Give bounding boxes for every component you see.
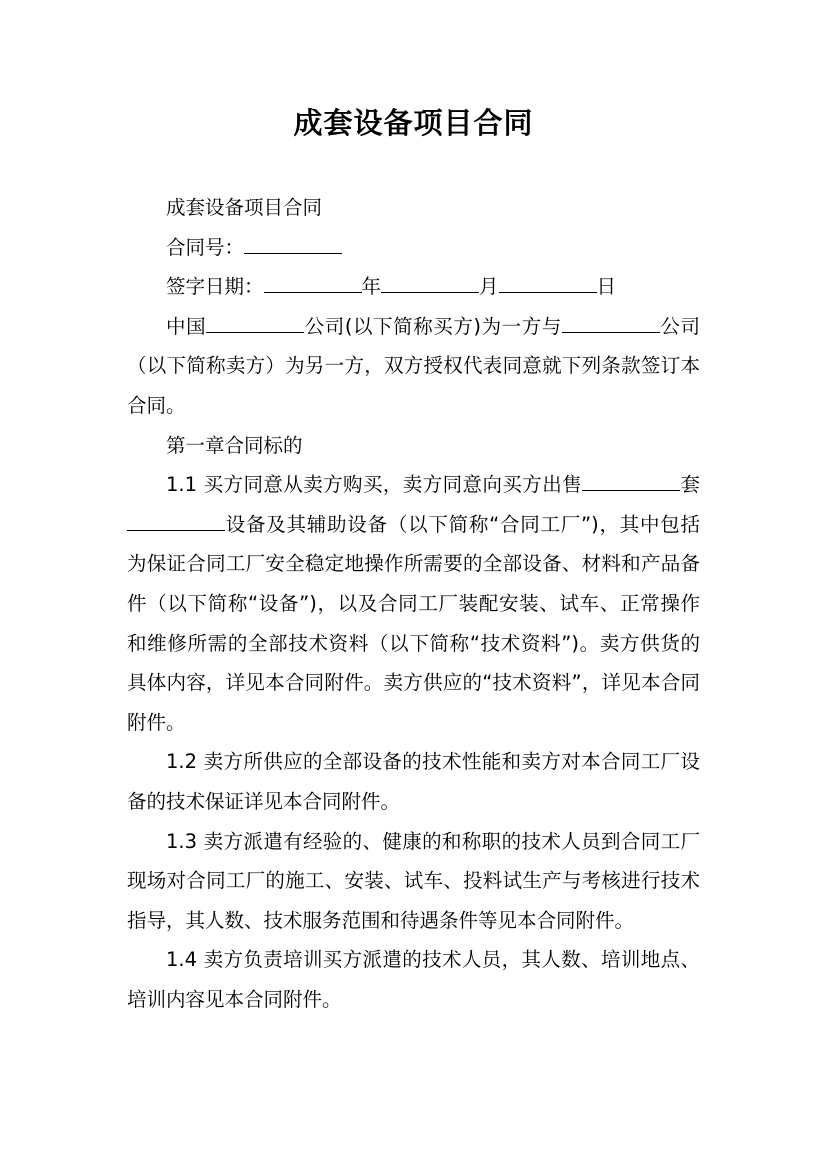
chapter-heading-text: 第一章合同标的 — [166, 433, 303, 457]
parties-text-2: 公司(以下简称买方)为一方与 — [304, 314, 562, 338]
seller-company-blank — [562, 310, 660, 332]
month-blank — [381, 271, 479, 293]
chapter-heading — [127, 426, 700, 466]
clause-1-4-text: 1.4 卖方负责培训买方派遣的技术人员，其人数、培训地点、培训内容见本合同附件。 — [127, 948, 700, 1011]
equipment-name-blank — [127, 508, 225, 530]
subtitle-text: 成套设备项目合同 — [166, 196, 323, 219]
document-subtitle — [127, 188, 700, 228]
clause-1-1-text-1: 1.1 买方同意从卖方购买，卖方同意向买方出售 — [166, 473, 583, 497]
clause-1-2 — [127, 742, 700, 821]
document-title: 成套设备项目合同 — [293, 106, 534, 140]
year-label: 年 — [361, 275, 382, 299]
sign-date-label: 签字日期： — [166, 275, 264, 299]
document-body — [127, 188, 700, 1019]
year-blank — [264, 271, 362, 293]
month-label: 月 — [479, 275, 499, 299]
clause-1-3-text: 1.3 卖方派遣有经验的、健康的和称职的技术人员到合同工厂现场对合同工厂的施工、安装、试车、投料试生产与考核进行技术指导，其人数、技术服务范围和待遇条件等见本合同附件。 — [127, 829, 700, 932]
clause-1-1-text-3: 设备及其辅助设备（以下简称“合同工厂”)，其中包括为保证合同工厂安全稳定地操作所需要的全部设备、材料和产品备件（以下简称“设备”)，以及合同工厂装配安装、试车、正常操作和维修所需的全部技术资料（以下简称“技术资料”)。卖方供货的具体内容，详见本合同附件。卖方供应的“技术资料”，详见本合同附件。 — [127, 512, 700, 734]
buyer-company-blank — [206, 310, 304, 332]
clause-1-3 — [127, 822, 700, 941]
parties-text-3: 公司（以下简称卖方）为另一方，双方授权代表同意就下列条款签订本合同。 — [127, 314, 700, 417]
clause-1-1-text-2: 套 — [680, 473, 700, 497]
parties-paragraph — [127, 307, 700, 426]
clause-1-4 — [127, 940, 700, 1019]
parties-text-1: 中国 — [166, 314, 207, 338]
clause-1-1 — [127, 465, 700, 742]
day-blank — [499, 271, 597, 293]
contract-number-line — [127, 228, 700, 268]
sign-date-line — [127, 267, 700, 307]
contract-number-blank — [244, 231, 342, 253]
set-count-blank — [582, 469, 680, 491]
clause-1-2-text: 1.2 卖方所供应的全部设备的技术性能和卖方对本合同工厂设备的技术保证详见本合同附件。 — [127, 750, 700, 813]
contract-number-label: 合同号： — [166, 235, 245, 259]
day-label: 日 — [596, 275, 617, 299]
